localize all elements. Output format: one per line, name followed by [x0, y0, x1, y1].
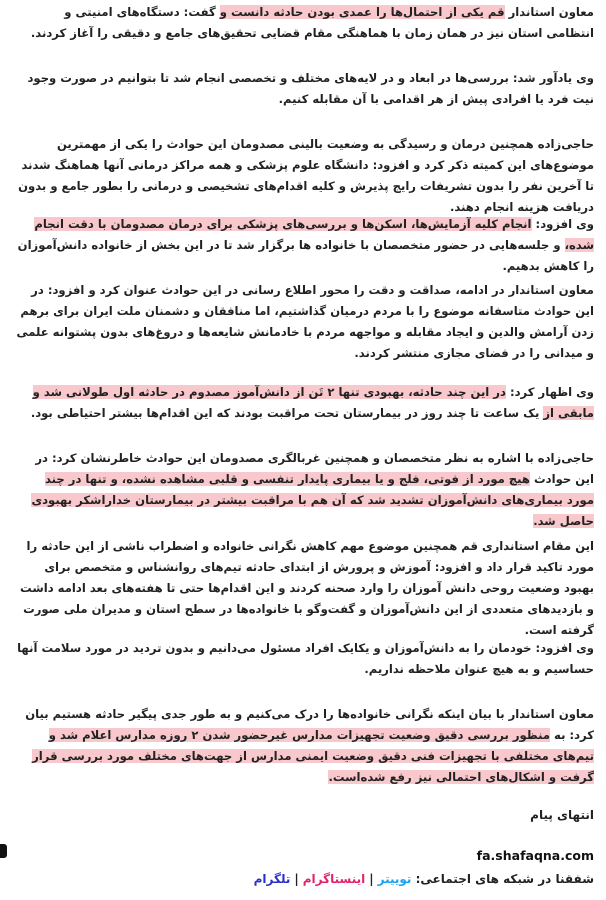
text-segment: وی افزود: خودمان را به دانش‌آموزان و یکایک افراد مسئول می‌دانیم و بدون تردید در مورد سلامت آنها حساسیم و به هیچ عنوان ملاحظه نداریم.	[17, 641, 594, 676]
paragraph-9	[14, 638, 594, 680]
text-segment: وی افزود:	[531, 217, 594, 231]
text-segment: یک ساعت تا چند روز در بیمارستان تحت مراقبت بودند که این اقدام‌ها بیشتر احتیاطی بود.	[30, 406, 544, 420]
highlighted-text: منظور بررسی دقیق وضعیت تجهیزات مدارس غیرحضور شدن ۲ روزه مدارس اعلام شد و تیم‌های مختلفی با تجهیزات فنی دقیق وضعیت ایمنی مدارس از جهت‌های مختلف مورد بررسی قرار گرفت و اشکال‌های احتمالی نیز رفع شده‌است.	[32, 728, 594, 784]
paragraph-1	[14, 2, 594, 44]
text-segment: معاون استاندار با بیان اینکه نگرانی خانواده‌ها را درک می‌کنیم و به طور جدی پیگیر حادثه هستیم بیان کرد: به	[25, 707, 594, 742]
social-links	[14, 872, 594, 886]
telegram-link[interactable]: تلگرام	[253, 872, 291, 886]
highlighted-text: انجام کلیه آزمایش‌ها، اسکن‌ها و بررسی‌های پزشکی برای درمان مصدومان با دقت انجام شده،	[34, 217, 594, 252]
text-segment: حاجی‌زاده با اشاره به نظر متخصصان و همچنین غربالگری مصدومان این حوادث خاطرنشان کرد: در این حوادث	[35, 451, 594, 486]
end-note: انتهای پیام	[530, 808, 594, 822]
paragraph-8	[14, 536, 594, 641]
instagram-link[interactable]: اینستاگرام	[302, 872, 366, 886]
twitter-link[interactable]: توییتر	[377, 872, 412, 886]
text-segment: وی اظهار کرد:	[505, 385, 594, 399]
text-segment: و جلسه‌هایی در حضور متخصصان با خانواده ها برگزار شد تا در این بخش از خانواده دانش‌آموزان را کاهش بدهیم.	[17, 238, 594, 273]
paragraph-7	[14, 448, 594, 532]
highlighted-text: هیچ مورد از فوتی، فلج و یا بیماری پایدار تنفسی و قلبی مشاهده نشده، و تنها در چند مورد بیماری‌های دانش‌آموزان تشدید شد که آن هم با مراقبت بیشتر در بیمارستان خداراشکر بهبودی حاصل شد.	[31, 472, 594, 528]
paragraph-5	[14, 280, 594, 364]
paragraph-4	[14, 214, 594, 277]
highlighted-text: در این چند حادثه، بهبودی تنها ۲ تَن از دانش‌آموز مصدوم در حادثه اول طولانی شد و مابقی از	[32, 385, 594, 420]
paragraph-10	[14, 704, 594, 788]
site-link[interactable]: fa.shafaqna.com	[476, 848, 594, 863]
separator: |	[369, 872, 374, 886]
paragraph-3	[14, 134, 594, 218]
text-segment: گفت: دستگاه‌های امنیتی و انتظامی استان نیز در همان زمان با هماهنگی مقام قضایی تحقیق‌های جامع و دقیقی را آغاز کردند.	[30, 5, 594, 40]
highlighted-text: قم یکی از احتمال‌ها را عمدی بودن حادثه دانست و	[219, 5, 505, 19]
text-segment: وی یادآور شد: بررسی‌ها در ابعاد و در لایه‌های مختلف و تخصصی انجام شد تا بتوانیم در صورت وجود نیت فرد یا افرادی پیش از هر اقدامی با آن مقابله کنیم.	[27, 71, 594, 106]
text-segment: این مقام استانداری قم همچنین موضوع مهم کاهش نگرانی خانواده و اضطراب ناشی از این حادثه را مورد تاکید قرار داد و افزود: آموزش و پرورش از ابتدای حادثه تیم‌های روانشناس و متخصص برای بهبود وضعیت روحی دانش آموزان را وارد صحنه کردند و این اقدام‌ها حتی تا هفته‌های بعد ادامه داشت و بازدیدهای متعددی از این دانش‌آموزان و گفت‌وگو با خانواده‌ها در سطح استان و مدیران ملی صورت گرفته است.	[20, 539, 594, 637]
scroll-handle[interactable]	[0, 844, 7, 858]
paragraph-2	[14, 68, 594, 110]
text-segment: معاون استاندار در ادامه، صداقت و دقت را محور اطلاع رسانی در این حوادث عنوان کرد و افزود: در این حوادث متاسفانه موضوع را با مردم درمیان گذاشتیم، اما منافقان و دشمنان ملت ایران برای برهم زدن آرامش والدین و ایجاد مقابله و مواجهه مردم با خادمانش شایعه‌ها و دروغ‌های بدون پشتوانه علمی و میدانی را در فضای مجازی منتشر کردند.	[16, 283, 594, 360]
text-segment: حاجی‌زاده همچنین درمان و رسیدگی به وضعیت بالینی مصدومان این حوادث را یکی از مهمترین موضوع‌های این کمیته ذکر کرد و افزود: دانشگاه علوم پزشکی و همه مراکز درمانی آنها هماهنگ شدند تا آخرین نفر را بدون تشریفات رایج پذیرش و کلیه اقدام‌های تشخیصی و درمانی را بطور جامع و بدون دریافت هزینه انجام دهند.	[18, 137, 594, 214]
paragraph-6	[14, 382, 594, 424]
separator: |	[294, 872, 299, 886]
text-segment: معاون استاندار	[504, 5, 594, 19]
social-intro: شفقنا در شبکه های اجتماعی:	[415, 872, 594, 886]
